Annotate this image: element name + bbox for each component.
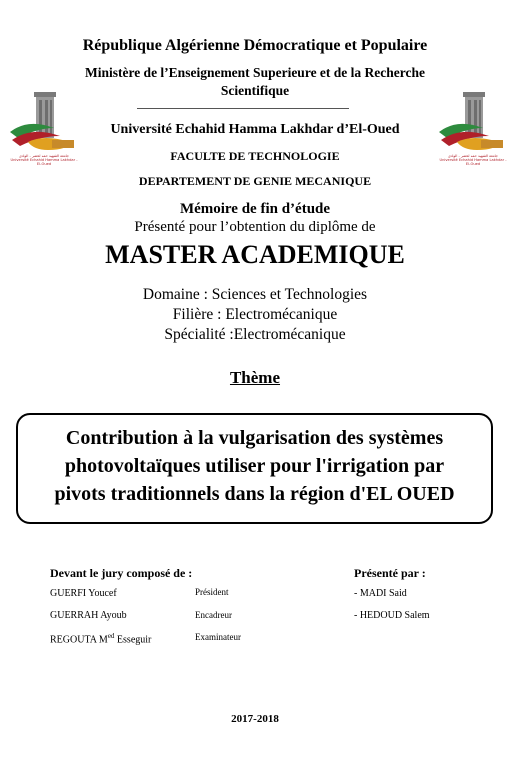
theme-label: Thème <box>229 368 281 387</box>
header-separator <box>137 108 349 109</box>
jury-member-name: REGOUTA $M^{ed}$ Esseguir <box>50 632 152 646</box>
presenters-heading: Présenté par : <box>354 566 426 580</box>
domain-line: Domaine : Sciences et Technologies <box>142 286 368 303</box>
theme-line-2: photovoltaïques utiliser pour l'irrigation par <box>64 455 445 477</box>
logo-caption: جامعة الشهيد حمه لخضر - الوادي Université Echahid Hamma Lakhdar - El-Oued <box>439 154 507 166</box>
presented-for: Présenté pour l’obtention du diplôme de <box>134 219 376 235</box>
filiere-line: Filière : Electromécanique <box>172 306 338 323</box>
presenter-name: - MADI Said <box>354 588 407 599</box>
theme-title <box>16 424 493 508</box>
academic-year: 2017-2018 <box>231 713 279 725</box>
logo-caption: جامعة الشهيد حمه لخضر - الوادي Université Echahid Hamma Lakhdar - El-Oued <box>10 154 78 166</box>
ministry-line-1: Ministère de l’Enseignement Superieure et de la Recherche <box>84 65 426 80</box>
memoire-title: Mémoire de fin d’étude <box>179 201 331 217</box>
jury-member-name: GUERRAH Ayoub <box>50 610 127 621</box>
specialite-line: Spécialité :Electromécanique <box>164 326 346 343</box>
ministry-line-2: Scientifique <box>220 83 290 98</box>
jury-member-name: GUERFI Youcef <box>50 588 117 599</box>
theme-line-1: Contribution à la vulgarisation des systèmes <box>65 427 444 449</box>
department-name: DEPARTEMENT DE GENIE MECANIQUE <box>138 174 372 188</box>
jury-member-role: Encadreur <box>195 610 232 620</box>
republic-heading: République Algérienne Démocratique et Populaire <box>82 37 428 54</box>
theme-line-3: pivots traditionnels dans la région d'EL OUED <box>54 483 455 505</box>
degree-title: MASTER ACADEMIQUE <box>105 240 405 269</box>
presenter-name: - HEDOUD Salem <box>354 610 430 621</box>
jury-heading: Devant le jury composé de : <box>50 566 193 580</box>
jury-member-role: Président <box>195 587 229 597</box>
faculty-name: FACULTE DE TECHNOLOGIE <box>170 149 340 163</box>
jury-member-role: Examinateur <box>195 632 241 642</box>
university-name: Université Echahid Hamma Lakhdar d’El-Oued <box>110 122 400 137</box>
